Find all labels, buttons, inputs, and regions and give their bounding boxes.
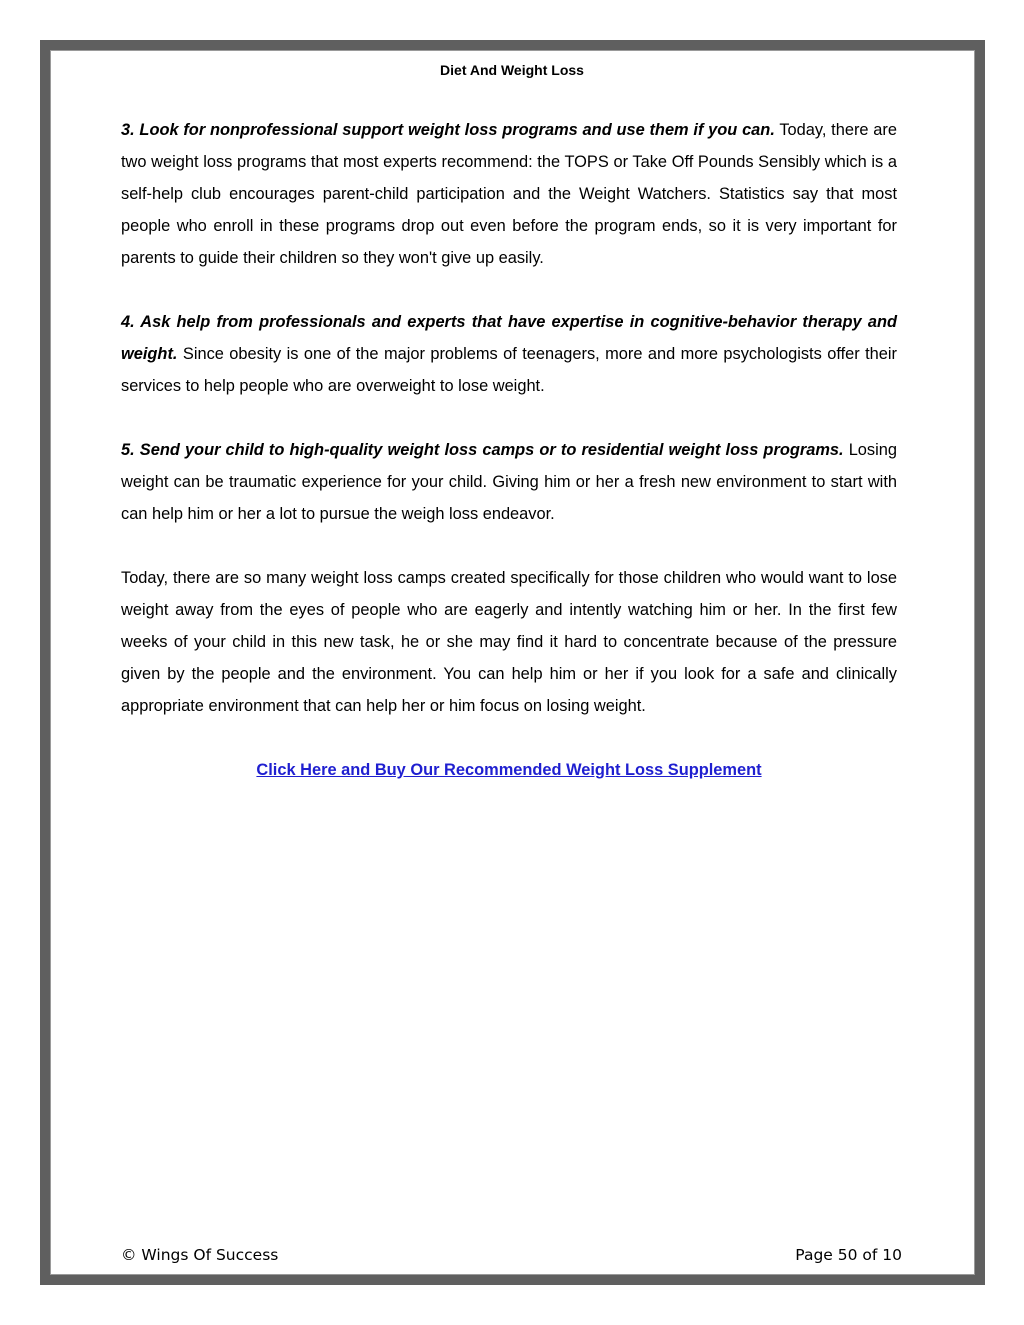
- document-body: [121, 114, 897, 786]
- buy-supplement-link[interactable]: Click Here and Buy Our Recommended Weight Loss Supplement: [256, 761, 762, 779]
- tip-text-4: Since obesity is one of the major problems of teenagers, more and more psychologists offer their services to help people who are overweight to lose weight.: [121, 345, 897, 395]
- tip-text-5: Losing weight can be traumatic experience for your child. Giving him or her a fresh new environment to start with can help him or her a lot to pursue the weigh loss endeavor.: [121, 441, 897, 523]
- footer-copyright: © Wings Of Success: [121, 1246, 279, 1264]
- tip-heading-5: 5. Send your child to high-quality weight loss camps or to residential weight loss programs.: [121, 441, 844, 459]
- supplement-link-container: [121, 754, 897, 786]
- tip-paragraph-3: [121, 114, 897, 274]
- tip-text-3: Today, there are two weight loss programs that most experts recommend: the TOPS or Take Off Pounds Sensibly which is a self-help club encourages parent-child participation and the Weight Watchers. Statistics say that most people who enroll in these programs drop out even before the program ends, so it is very important for parents to guide their children so they won't give up easily.: [121, 121, 897, 267]
- tip-paragraph-5: [121, 434, 897, 530]
- tip-heading-3: 3. Look for nonprofessional support weight loss programs and use them if you can.: [121, 121, 775, 139]
- closing-paragraph-text: Today, there are so many weight loss camps created specifically for those children who would want to lose weight away from the eyes of people who are eagerly and intently watching him or her. In the first few weeks of your child in this new task, he or she may find it hard to concentrate because of the pressure given by the people and the environment. You can help him or her if you look for a safe and clinically appropriate environment that can help her or him focus on losing weight.: [121, 569, 897, 715]
- closing-paragraph: [121, 562, 897, 722]
- page-header-title: Diet And Weight Loss: [440, 62, 584, 78]
- tip-heading-4: 4. Ask help from professionals and experts that have expertise in cognitive-behavior therapy and weight.: [121, 313, 897, 363]
- footer-page-number: Page 50 of 10: [795, 1246, 902, 1264]
- tip-paragraph-4: [121, 306, 897, 402]
